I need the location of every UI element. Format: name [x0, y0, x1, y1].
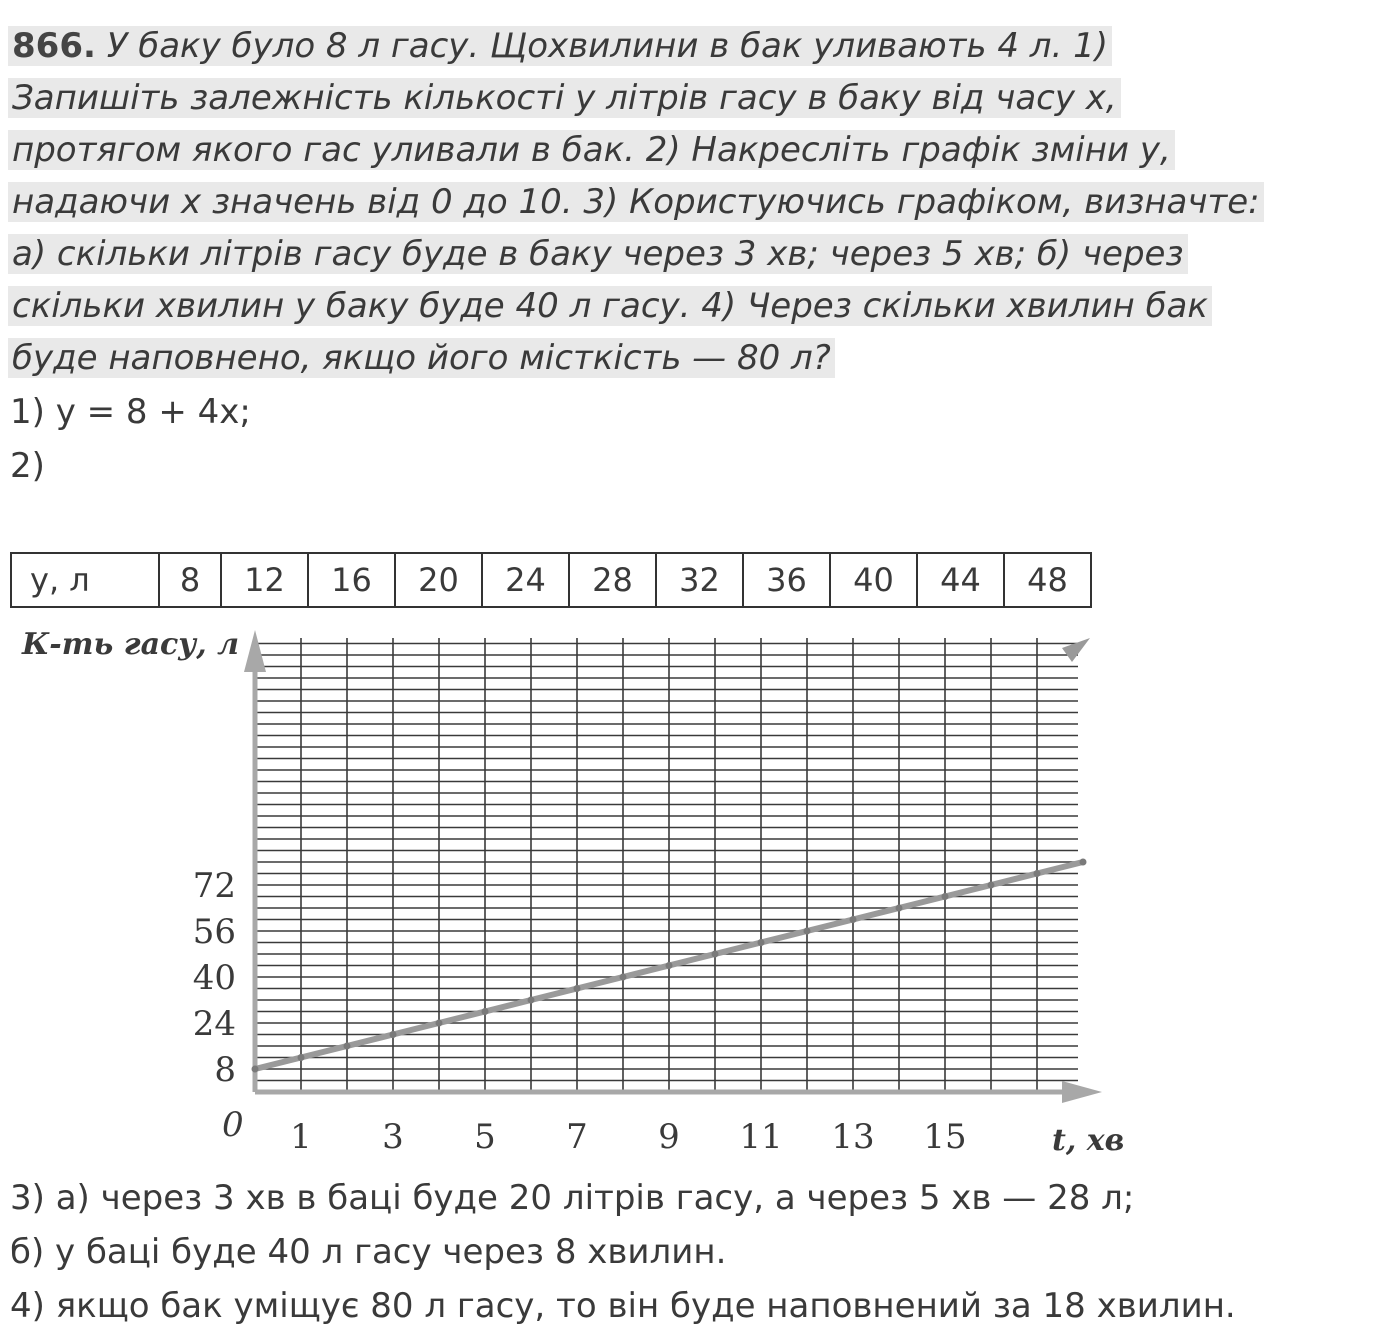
problem-text: протягом якого гас уливали в бак. 2) Накресліть графік зміни у,	[8, 130, 1175, 170]
data-point	[758, 939, 765, 946]
y-tick-label: 72	[192, 866, 236, 906]
data-point	[620, 974, 627, 981]
data-point	[482, 1008, 489, 1015]
table-cell: 40	[830, 553, 917, 607]
problem-text: У баку було 8 л гасу. Щохвилини в бак уливають 4 л. 1)	[106, 26, 1109, 66]
x-axis-label: t, хв	[1052, 1123, 1125, 1158]
table-cell: 28	[569, 553, 656, 607]
line-chart	[0, 610, 1180, 1170]
data-point	[436, 1020, 443, 1027]
x-axis-arrow	[1062, 1081, 1102, 1103]
x-tick-label: 15	[923, 1117, 967, 1157]
data-point	[344, 1043, 351, 1050]
data-point	[390, 1031, 397, 1038]
conclusion-line: 4) якщо бак уміщує 80 л гасу, то він буде наповнений за 18 хвилин.	[10, 1286, 1236, 1326]
x-tick-label: 5	[474, 1117, 496, 1157]
table-cell: 32	[656, 553, 743, 607]
conclusion-line: б) у баці буде 40 л гасу через 8 хвилин.	[10, 1232, 727, 1272]
data-point	[1080, 859, 1087, 866]
data-point	[712, 951, 719, 958]
problem-text: Запишіть залежність кількості у літрів гасу в баку від часу х,	[8, 78, 1121, 118]
problem-line	[8, 74, 1383, 126]
table-cell: 24	[482, 553, 569, 607]
data-point	[252, 1066, 259, 1073]
y-tick-label: 40	[192, 958, 236, 998]
problem-line	[8, 334, 1383, 386]
answer-part-1: 1) y = 8 + 4x;	[10, 392, 251, 432]
x-tick-label: 7	[566, 1117, 588, 1157]
answer-part-2: 2)	[10, 446, 45, 486]
problem-line	[8, 126, 1383, 178]
table-header-cell: y, л	[11, 553, 159, 607]
problem-text: надаючи х значень від 0 до 10. 3) Користуючись графіком, визначте:	[8, 182, 1264, 222]
y-tick-label: 8	[214, 1050, 236, 1090]
data-point	[298, 1054, 305, 1061]
problem-line	[8, 282, 1383, 334]
conclusion-line: 3) а) через 3 хв в баці буде 20 літрів гасу, а через 5 хв — 28 л;	[10, 1178, 1135, 1218]
origin-label: 0	[222, 1105, 244, 1145]
x-tick-label: 3	[382, 1117, 404, 1157]
table-cell: 12	[221, 553, 308, 607]
table-cell: 48	[1004, 553, 1091, 607]
data-point	[804, 928, 811, 935]
values-table	[10, 552, 1092, 608]
series-line-arrow	[1062, 638, 1090, 662]
data-point	[666, 962, 673, 969]
data-point	[988, 882, 995, 889]
data-point	[528, 997, 535, 1004]
data-point	[942, 893, 949, 900]
problem-line	[8, 22, 1383, 74]
data-point	[1034, 870, 1041, 877]
table-cell: 20	[395, 553, 482, 607]
problem-line	[8, 178, 1383, 230]
table-cell: 36	[743, 553, 830, 607]
problem-text: буде наповнено, якщо його місткість — 80 л?	[8, 338, 835, 378]
data-point	[850, 916, 857, 923]
x-tick-label: 1	[290, 1117, 312, 1157]
x-tick-label: 9	[658, 1117, 680, 1157]
x-tick-label: 13	[831, 1117, 875, 1157]
y-tick-label: 24	[192, 1004, 236, 1044]
problem-number: 866.	[12, 26, 96, 66]
problem-statement	[8, 22, 1383, 386]
y-tick-label: 56	[192, 912, 236, 952]
table-row	[11, 553, 1091, 607]
data-point	[574, 985, 581, 992]
table-cell: 8	[159, 553, 221, 607]
table-cell: 44	[917, 553, 1004, 607]
problem-text: а) скільки літрів гасу буде в баку через 3 хв; через 5 хв; б) через	[8, 234, 1188, 274]
x-tick-label: 11	[739, 1117, 783, 1157]
problem-line	[8, 230, 1383, 282]
data-point	[896, 905, 903, 912]
table-cell: 16	[308, 553, 395, 607]
y-axis-arrow	[244, 630, 266, 672]
y-axis-label: К-ть гасу, л	[22, 627, 240, 662]
problem-text: скільки хвилин у баку буде 40 л гасу. 4) Через скільки хвилин бак	[8, 286, 1212, 326]
